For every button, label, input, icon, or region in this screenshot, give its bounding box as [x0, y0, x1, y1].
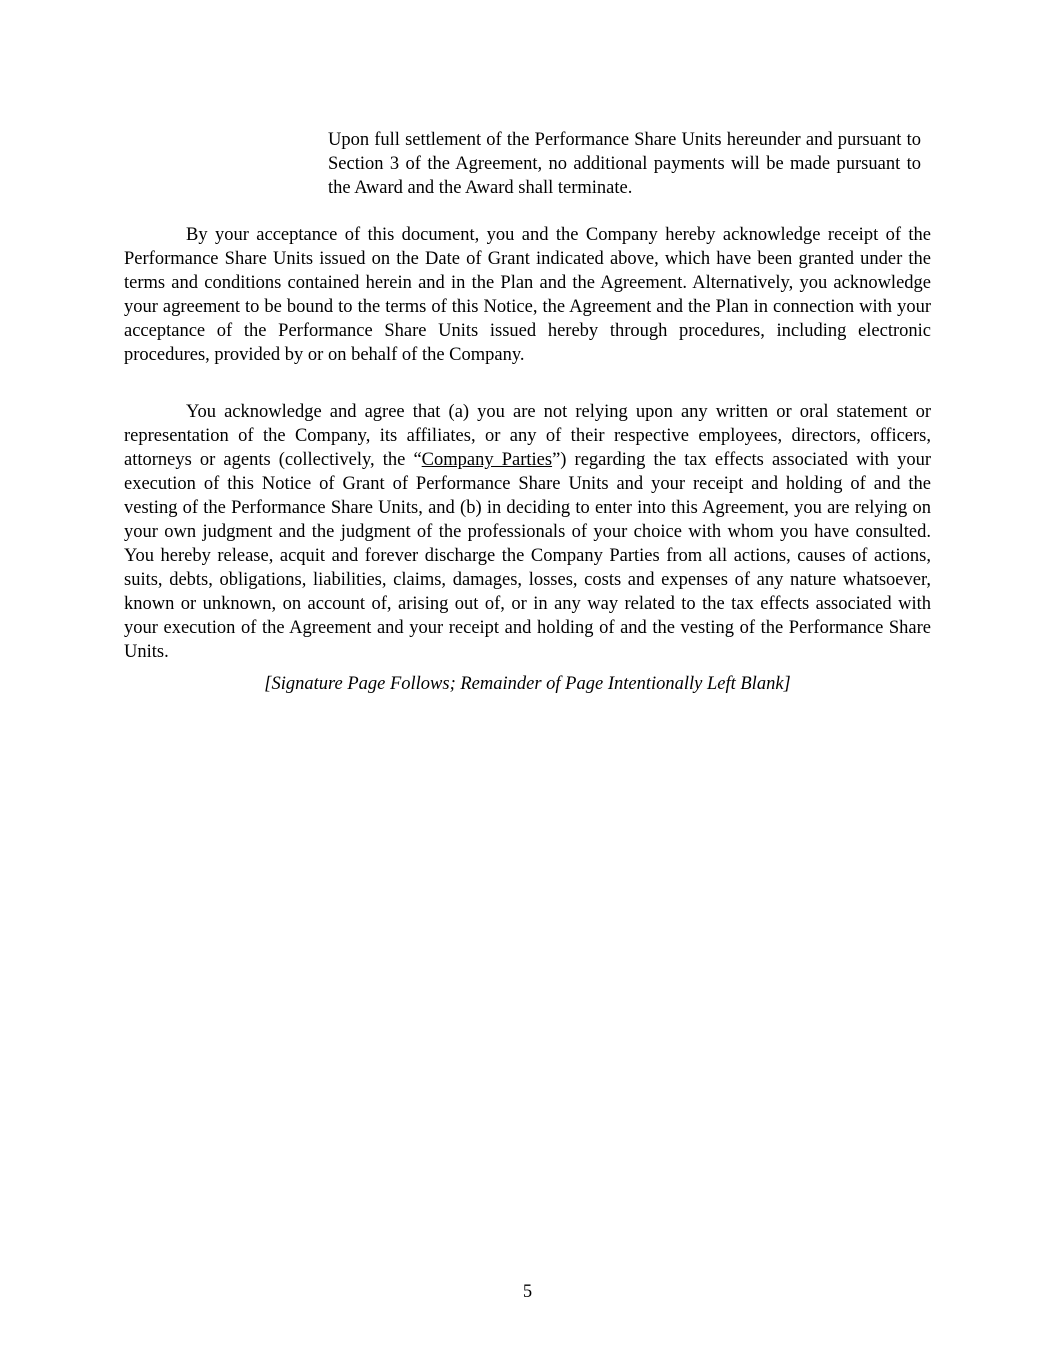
page-number: 5 — [522, 1282, 533, 1302]
acknowledgement-paragraph — [124, 400, 931, 664]
defined-term-company-parties: Company Parties — [421, 450, 553, 470]
acknowledgement-text-part-2: ”) regarding the tax effects associated with your execution of this Notice of Grant of Performance Share Units and your receipt and holding of and the vesting of the Performance Share Units, and (b) in deciding to enter into this Agreement, you are relying on your own judgment and the judgment of the professionals of your choice with whom you have consulted. You hereby release, acquit and forever discharge the Company Parties from all actions, causes of actions, suits, debts, obligations, liabilities, claims, damages, losses, costs and expenses of any nature whatsoever, known or unknown, on account of, arising out of, or in any way related to the tax effects associated with your execution of the Agreement and your receipt and holding of and the vesting of the Performance Share Units. — [124, 450, 931, 662]
signature-page-note: [Signature Page Follows; Remainder of Page Intentionally Left Blank] — [264, 674, 791, 694]
acceptance-paragraph: By your acceptance of this document, you and the Company hereby acknowledge receipt of the Performance Share Units issued on the Date of Grant indicated above, which have been granted under the terms and conditions contained herein and in the Plan and the Agreement. Alternatively, you acknowledge your agreement to be bound to the terms of this Notice, the Agreement and the Plan in connection with your acceptance of the Performance Share Units issued hereby through procedures, including electronic procedures, provided by or on behalf of the Company. — [124, 225, 931, 365]
acknowledgement-text-part-1: You acknowledge and agree that (a) you are not relying upon any written or oral statement or representation of the Company, its affiliates, or any of their respective employees, directors, officers, attorneys or agents (collectively, the “ — [124, 402, 931, 470]
settlement-paragraph: Upon full settlement of the Performance Share Units hereunder and pursuant to Section 3 of the Agreement, no additional payments will be made pursuant to the Award and the Award shall terminate. — [328, 130, 921, 198]
